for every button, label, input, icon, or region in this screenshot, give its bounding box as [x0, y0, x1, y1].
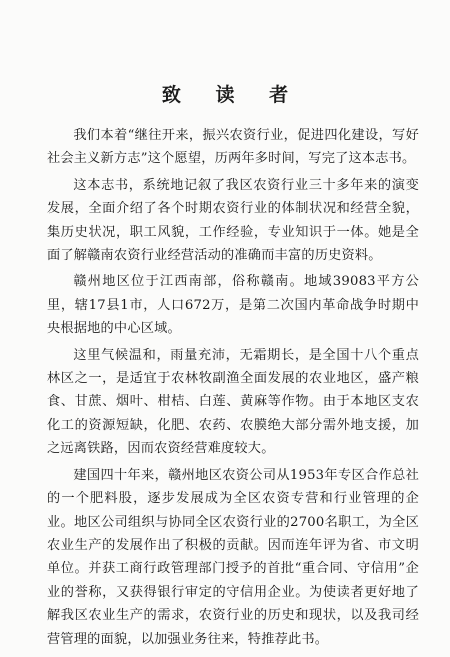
paragraph: 建国四十年来，赣州地区农资公司从1953年专区合作总社的一个肥料股，逐步发展成为全区农资专营和行业管理的企业。地区公司组织与协同全区农资行业的2700名职工，为全区农业生产的发展作出了积极的贡献。因而连年评为省、市文明单位。并获工商行政管理部门授予的首批“重合同、守信用”企业的誉称，又获得银行审定的守信用企业。为使读者更好地了解我区农业生产的需求，农资行业的历史和现状，以及我司经营管理的面貌，以加强业务往来，特推荐此书。 [47, 467, 419, 647]
paragraph: 这里气候温和，雨量充沛，无霜期长，是全国十八个重点林区之一，是适宜于农林牧副渔全面发展的农业地区，盛产粮食、甘蔗、烟叶、柑桔、白莲、黄麻等作物。由于本地区支农化工的资源短缺，化肥、农药、农膜绝大部分需外地支援，加之远离铁路，因而农资经营难度较大。 [47, 347, 419, 457]
paragraph: 这本志书，系统地记叙了我区农资行业三十多年来的演变发展，全面介绍了各个时期农资行业的体制状况和经营全貌，集历史状况，职工风貌，工作经验，专业知识于一体。她是全面了解赣南农资行业经营活动的准确而丰富的历史资料。 [47, 177, 419, 264]
body-text [47, 124, 419, 654]
paragraph: 赣州地区位于江西南部，俗称赣南。地域39083平方公里，辖17县1市，人口672万，是第二次国内革命战争时期中央根据地的中心区域。 [47, 274, 419, 337]
paragraph: 我们本着“继往开来，振兴农资行业，促进四化建设，写好社会主义新方志”这个愿望，历两年多时间，写完了这本志书。 [47, 128, 419, 167]
page-title: 致 读 者 [161, 84, 303, 106]
